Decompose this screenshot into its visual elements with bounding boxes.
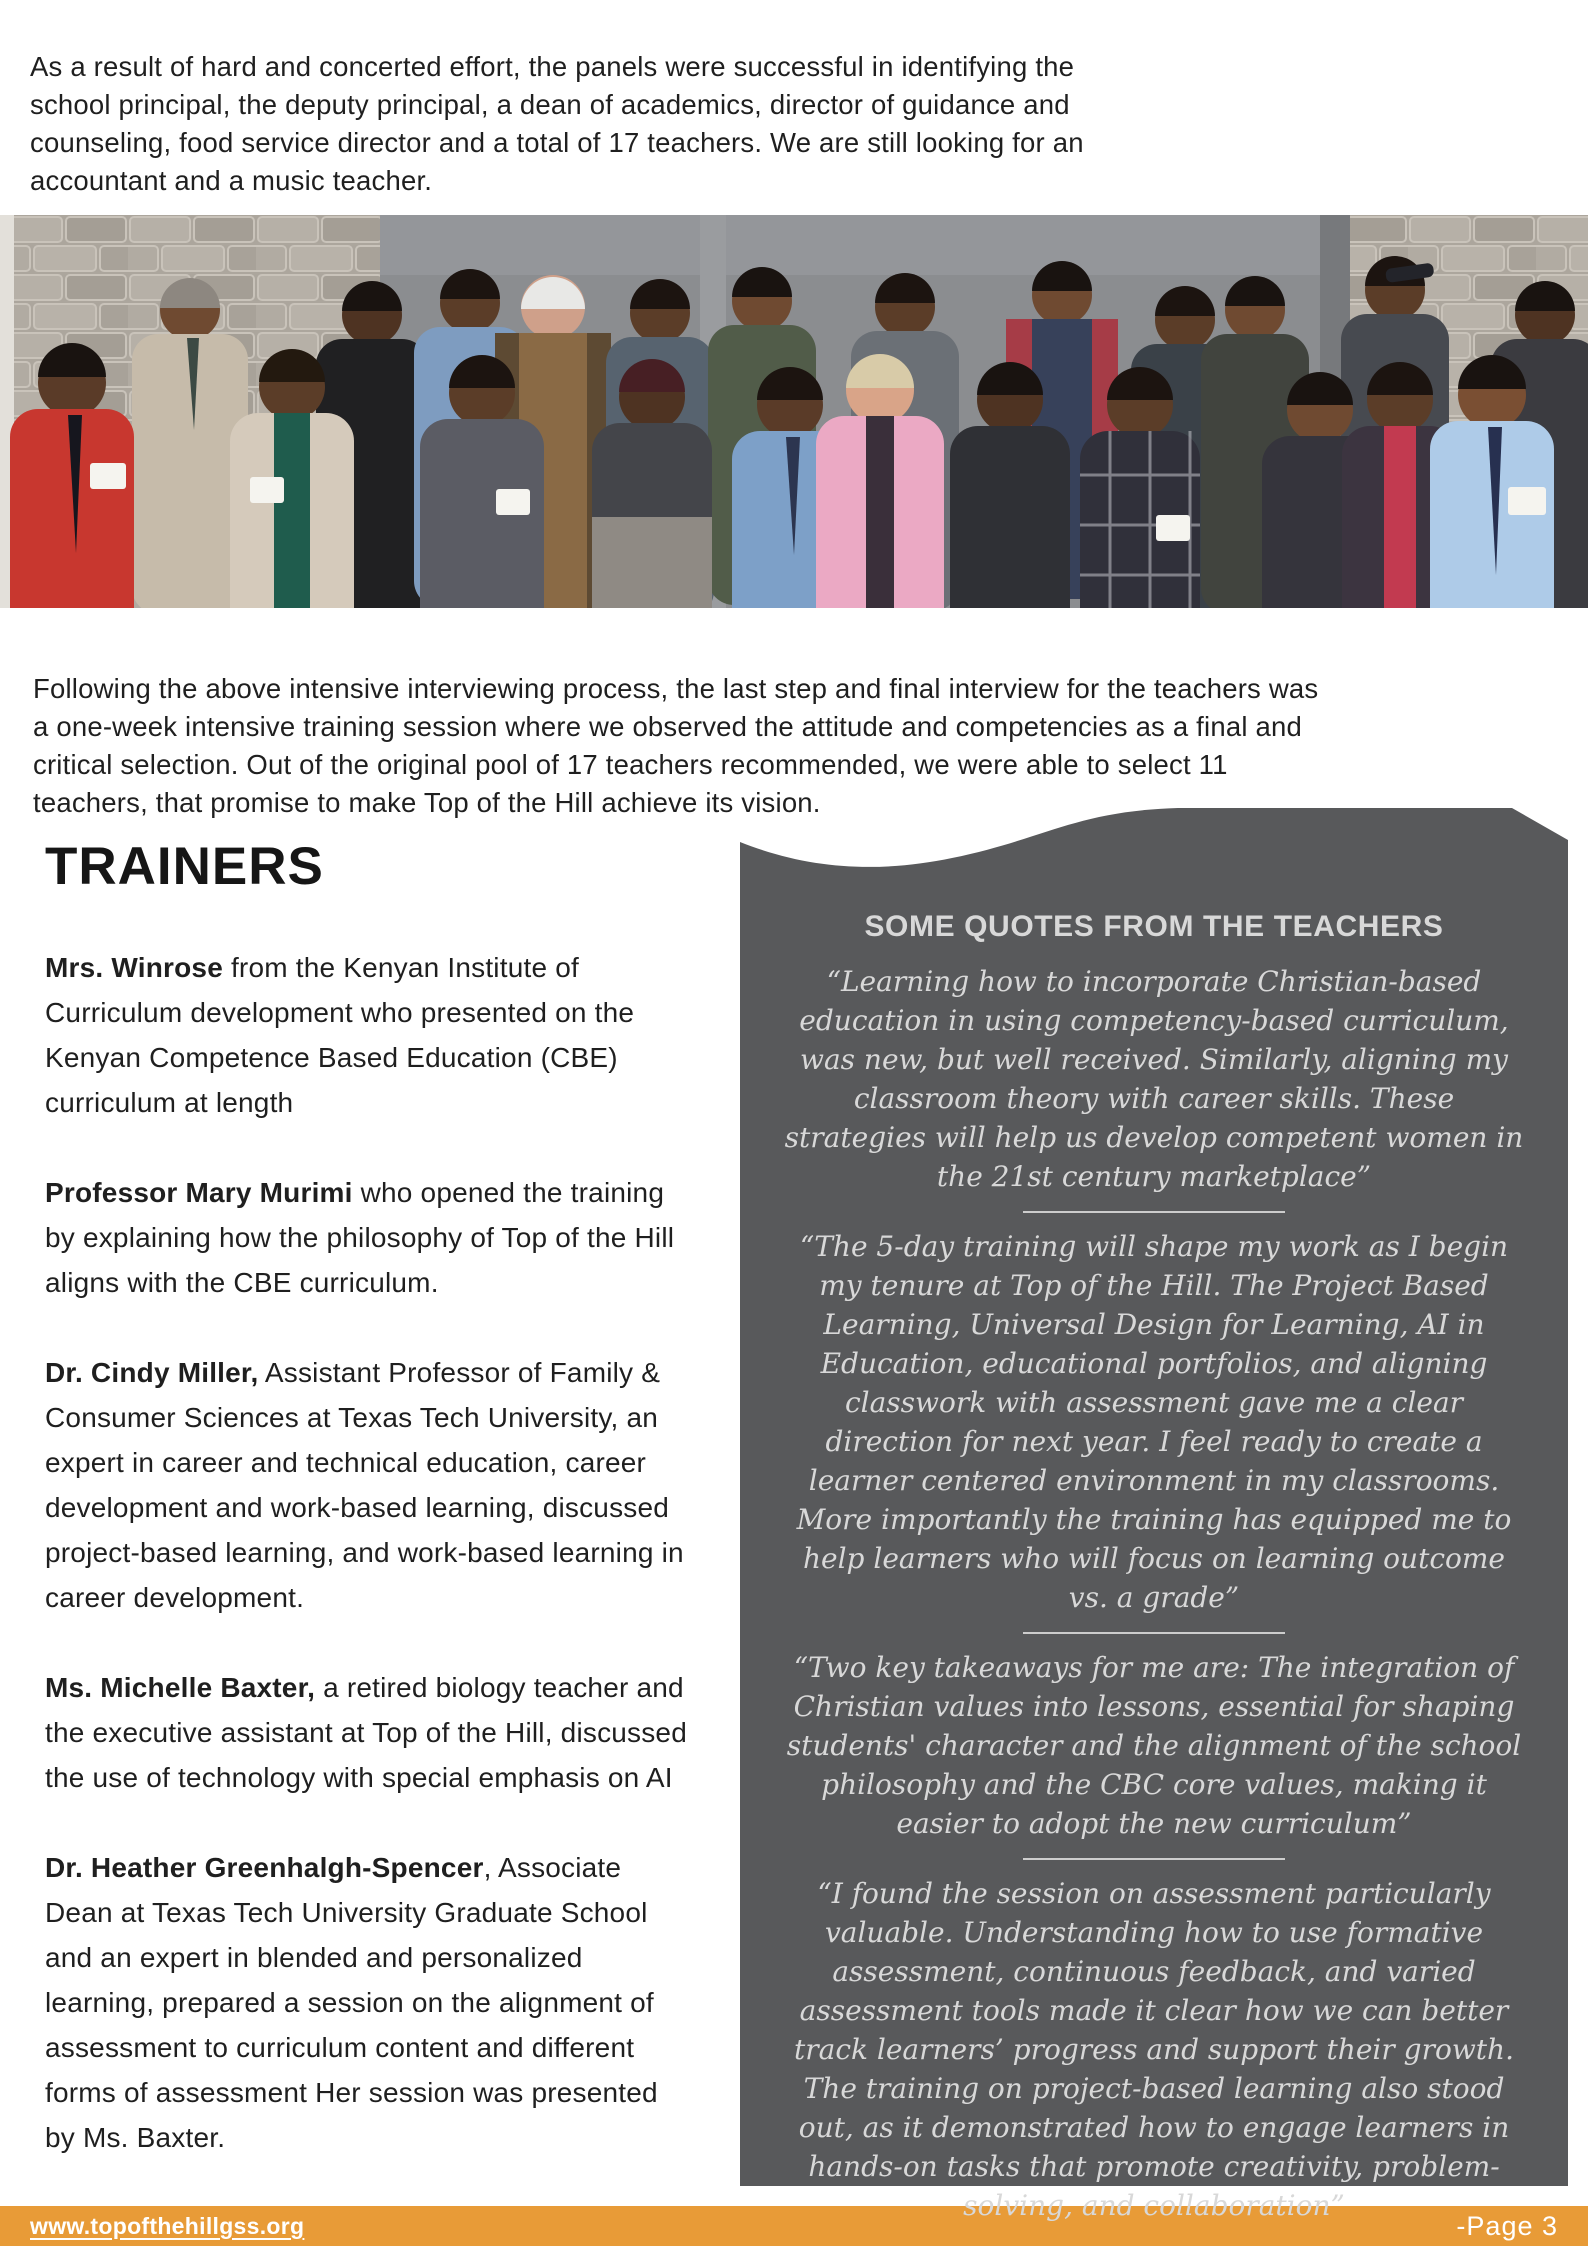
trainer-bio [45, 1170, 690, 1305]
trainer-bio [45, 1350, 690, 1620]
quotes-content [780, 910, 1528, 2225]
quote-divider [1023, 1632, 1285, 1634]
trainer-name: Dr. Cindy Miller, [45, 1357, 259, 1388]
teacher-quote: “I found the session on assessment particularly valuable. Understanding how to use formative assessment, continuous feedback, and varied assessment tools made it clear how we can better track learners’ progress and support their growth. The training on project-based learning also stood out, as it demonstrated how to engage learners in hands-on tasks that promote creativity, problem-solving, and collaboration” [794, 1877, 1514, 2222]
quote-divider [1023, 1211, 1285, 1213]
quotes-panel [740, 806, 1568, 2222]
trainer-name: Ms. Michelle Baxter, [45, 1672, 316, 1703]
trainer-bio [45, 945, 690, 1125]
intro-paragraph-1: As a result of hard and concerted effort, the panels were successful in identifying the school principal, the deputy principal, a dean of academics, director of guidance and counseling, food service director and a total of 17 teachers. We are still looking for an accountant and a music teacher. [30, 50, 1084, 196]
quote-divider [1023, 1858, 1285, 1860]
trainer-description: , Associate Dean at Texas Tech University Graduate School and an expert in blended and personalized learning, prepared a session on the alignment of assessment to curriculum content and different forms of assessment Her session was presented by Ms. Baxter. [45, 1852, 658, 2153]
trainers-section [45, 837, 690, 2205]
intro-paragraph-2: Following the above intensive interviewing process, the last step and final interview for the teachers was a one-week intensive training session where we observed the attitude and competencies as a final and critical selection. Out of the original pool of 17 teachers recommended, we were able to select 11 teachers, that promise to make Top of the Hill achieve its vision. [33, 672, 1319, 818]
quotes-panel-wave-top [740, 806, 1568, 876]
trainer-name: Mrs. Winrose [45, 952, 223, 983]
teacher-quote: “Learning how to incorporate Christian-based education in using competency-based curriculum, was new, but well received. Similarly, aligning my classroom theory with career skills. These strategies will help us develop competent women in the 21st century marketplace” [784, 965, 1524, 1193]
trainer-name: Professor Mary Murimi [45, 1177, 353, 1208]
trainer-description: who opened the training by explaining how the philosophy of Top of the Hill aligns with the CBE curriculum. [45, 1177, 675, 1298]
trainers-heading: TRAINERS [45, 837, 324, 896]
trainer-bio [45, 1665, 690, 1800]
trainer-description: from the Kenyan Institute of Curriculum development who presented on the Kenyan Competence Based Education (CBE) curriculum at length [45, 952, 635, 1118]
group-photo [0, 215, 1588, 608]
trainer-description: a retired biology teacher and the executive assistant at Top of the Hill, discussed the use of technology with special emphasis on AI [45, 1672, 687, 1793]
trainer-description: Assistant Professor of Family & Consumer Sciences at Texas Tech University, an expert in career and technical education, career development and work-based learning, discussed project-based learning, and work-based learning in career development. [45, 1357, 684, 1613]
group-photo-illustration [0, 215, 1588, 608]
footer-website-link[interactable]: www.topofthehillgss.org [30, 2212, 305, 2239]
trainer-name: Dr. Heather Greenhalgh-Spencer [45, 1852, 484, 1883]
trainer-bio [45, 1845, 690, 2160]
teacher-quote: “Two key takeaways for me are: The integration of Christian values into lessons, essential for shaping students' character and the alignment of the school philosophy and the CBC core values, making it easier to adopt the new curriculum” [786, 1651, 1522, 1840]
page-number: -Page 3 [1456, 2210, 1558, 2241]
teacher-quote: “The 5-day training will shape my work as I begin my tenure at Top of the Hill. The Project Based Learning, Universal Design for Learning, AI in Education, educational portfolios, and aligning classwork with assessment gave me a clear direction for next year. I feel ready to create a learner centered environment in my classrooms. More importantly the training has equipped me to help learners who will focus on learning outcome vs. a grade” [796, 1230, 1512, 1614]
quotes-heading: SOME QUOTES FROM THE TEACHERS [864, 910, 1444, 943]
